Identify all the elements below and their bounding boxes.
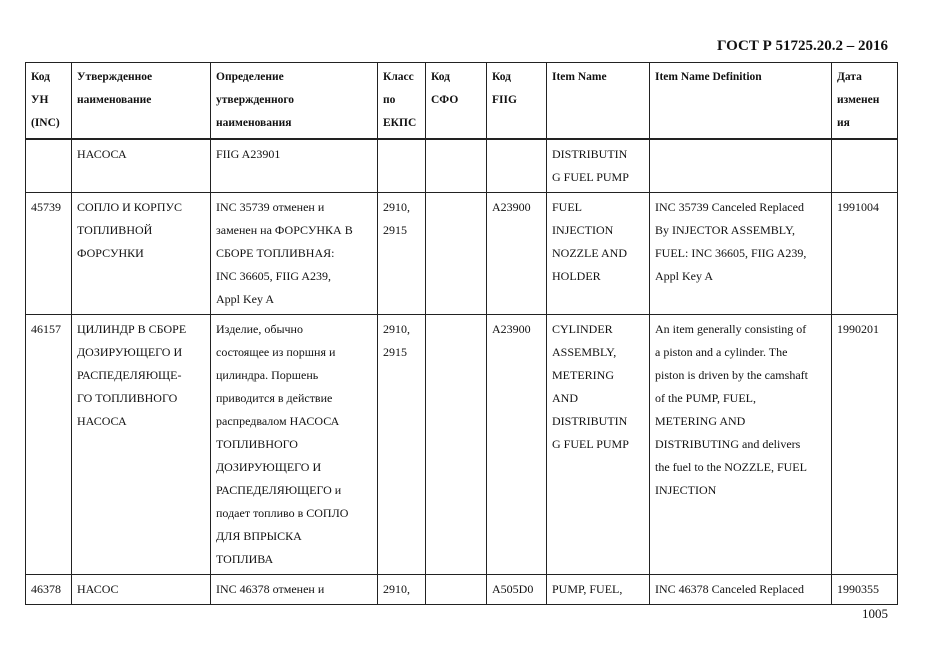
- cell-fiig-code: A505D0: [487, 575, 547, 605]
- table-header-row: [26, 63, 898, 140]
- cell-inc: 46378: [26, 575, 72, 605]
- table-row: [26, 193, 898, 315]
- col-header-fiig-code: Код FIIG: [487, 63, 547, 140]
- cell-inc: [26, 139, 72, 193]
- col-header-definition: Определение утвержденного наименования: [211, 63, 378, 140]
- cell-item-name: DISTRIBUTIN G FUEL PUMP: [547, 139, 650, 193]
- cell-definition: Изделие, обычно состоящее из поршня и цилиндра. Поршень приводится в действие распредвалом НАСОСА ТОПЛИВНОГО ДОЗИРУЮЩЕГО И РАСПЕДЕЛЯЮЩЕГО и подает топливо в СОПЛО ДЛЯ ВПРЫСКА ТОПЛИВА: [211, 315, 378, 575]
- cell-definition: FIIG A23901: [211, 139, 378, 193]
- cell-inc: 46157: [26, 315, 72, 575]
- cell-approved-name: СОПЛО И КОРПУС ТОПЛИВНОЙ ФОРСУНКИ: [72, 193, 211, 315]
- cell-date: 1990355: [832, 575, 898, 605]
- document-header: ГОСТ Р 51725.20.2 – 2016: [716, 38, 888, 54]
- cell-item-definition: INC 46378 Canceled Replaced: [650, 575, 832, 605]
- cell-item-name: FUEL INJECTION NOZZLE AND HOLDER: [547, 193, 650, 315]
- cell-definition: INC 35739 отменен и заменен на ФОРСУНКА В СБОРЕ ТОПЛИВНАЯ: INC 36605, FIIG A239, Appl Key A: [211, 193, 378, 315]
- table-row: [26, 315, 898, 575]
- cell-sfo-code: [426, 315, 487, 575]
- cell-sfo-code: [426, 139, 487, 193]
- col-header-approved-name: Утвержденное наименование: [72, 63, 211, 140]
- cell-item-name: CYLINDER ASSEMBLY, METERING AND DISTRIBUTIN G FUEL PUMP: [547, 315, 650, 575]
- cell-fiig-code: A23900: [487, 193, 547, 315]
- data-table: [25, 62, 898, 605]
- cell-definition: INC 46378 отменен и: [211, 575, 378, 605]
- cell-date: [832, 139, 898, 193]
- cell-item-definition: An item generally consisting of a piston and a cylinder. The piston is driven by the camshaft of the PUMP, FUEL, METERING AND DISTRIBUTING and delivers the fuel to the NOZZLE, FUEL INJECTION: [650, 315, 832, 575]
- cell-approved-name: НАСОСА: [72, 139, 211, 193]
- col-header-date: Дата изменен ия: [832, 63, 898, 140]
- cell-ekps-class: 2910,: [378, 575, 426, 605]
- cell-date: 1990201: [832, 315, 898, 575]
- col-header-item-name: Item Name: [547, 63, 650, 140]
- cell-approved-name: НАСОС: [72, 575, 211, 605]
- col-header-sfo-code: Код СФО: [426, 63, 487, 140]
- table-row: [26, 575, 898, 605]
- cell-ekps-class: 2910, 2915: [378, 315, 426, 575]
- cell-fiig-code: A23900: [487, 315, 547, 575]
- cell-sfo-code: [426, 193, 487, 315]
- cell-inc: 45739: [26, 193, 72, 315]
- cell-item-name: PUMP, FUEL,: [547, 575, 650, 605]
- cell-date: 1991004: [832, 193, 898, 315]
- cell-item-definition: INC 35739 Canceled Replaced By INJECTOR ASSEMBLY, FUEL: INC 36605, FIIG A239, Appl Key A: [650, 193, 832, 315]
- table-row: [26, 139, 898, 193]
- cell-item-definition: [650, 139, 832, 193]
- cell-ekps-class: 2910, 2915: [378, 193, 426, 315]
- cell-approved-name: ЦИЛИНДР В СБОРЕ ДОЗИРУЮЩЕГО И РАСПЕДЕЛЯЮЩЕ- ГО ТОПЛИВНОГО НАСОСА: [72, 315, 211, 575]
- page-number: 1005: [862, 606, 888, 621]
- col-header-item-definition: Item Name Definition: [650, 63, 832, 140]
- cell-sfo-code: [426, 575, 487, 605]
- cell-ekps-class: [378, 139, 426, 193]
- col-header-inc: Код УН (INC): [26, 63, 72, 140]
- cell-fiig-code: [487, 139, 547, 193]
- col-header-ekps-class: Класс по ЕКПС: [378, 63, 426, 140]
